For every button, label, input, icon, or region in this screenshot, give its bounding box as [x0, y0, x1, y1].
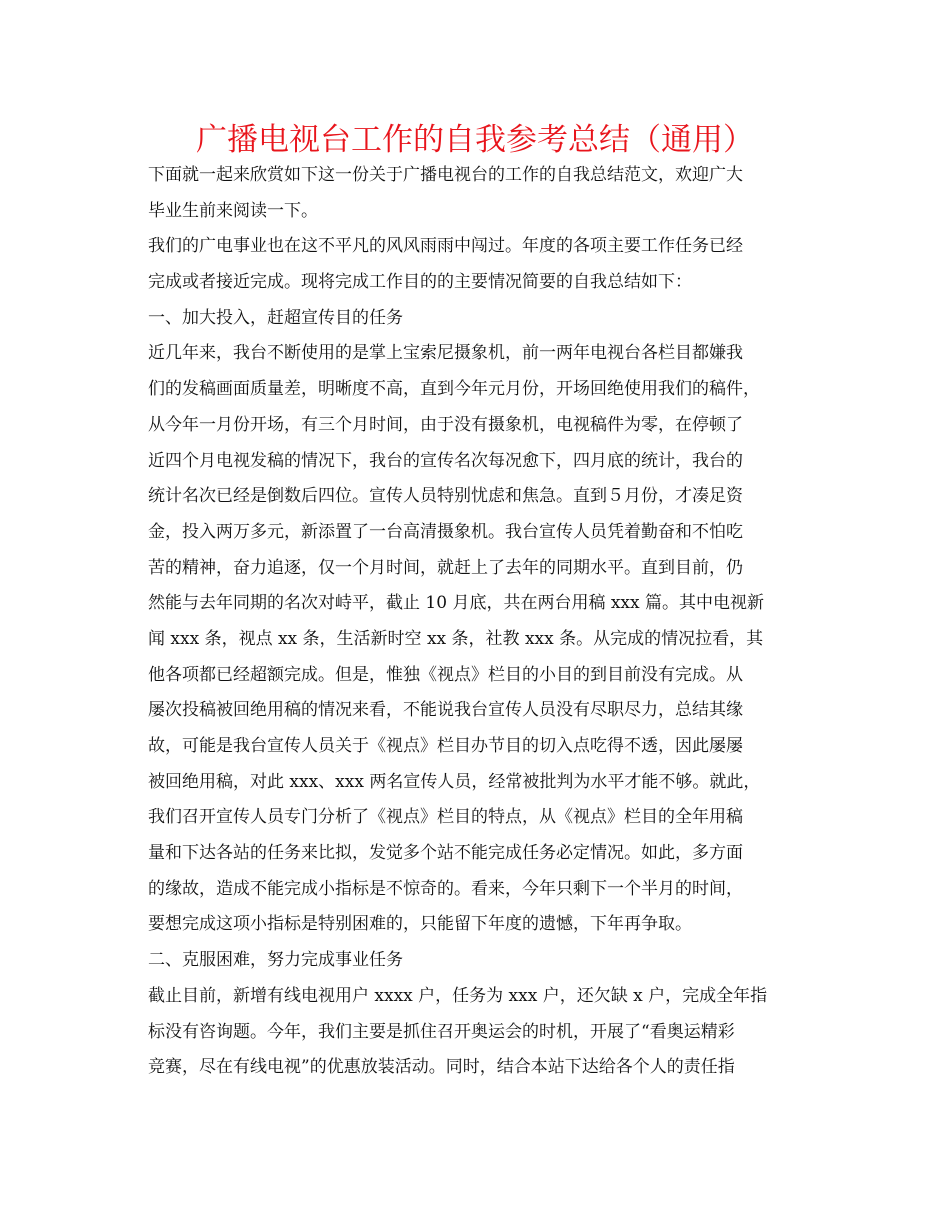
- text-line: 金，投入两万多元，新添置了一台高清摄象机。我台宣传人员凭着勤奋和不怕吃: [148, 521, 743, 542]
- text-line: 故，可能是我台宣传人员关于《视点》栏目办节目的切入点吃得不透，因此屡屡: [148, 736, 743, 756]
- text-line: 我们召开宣传人员专门分析了《视点》栏目的特点，从《视点》栏目的全年用稿: [148, 807, 743, 828]
- text-line: 的缘故，造成不能完成小指标是不惊奇的。看来，今年只剩下一个半月的时间，: [148, 878, 743, 899]
- section-heading: 一、加大投入，赶超宣传目的任务: [148, 307, 403, 328]
- text-line: 截止目前，新增有线电视用户 xxxx 户，任务为 xxx 户，还欠缺 x 户，完成全年指: [148, 985, 768, 1006]
- text-line: 们的发稿画面质量差，明晰度不高，直到今年元月份，开场回绝使用我们的稿件，: [148, 379, 760, 400]
- text-line: 完成或者接近完成。现将完成工作目的的主要情况简要的自我总结如下：: [148, 272, 692, 293]
- text-line: 毕业生前来阅读一下。: [148, 200, 318, 221]
- text-line: 被回绝用稿，对此 xxx、xxx 两名宣传人员，经常被批判为水平才能不够。就此，: [148, 771, 761, 792]
- text-line: 统计名次已经是倒数后四位。宣传人员特别忧虑和焦急。直到５月份，才凑足资: [148, 486, 743, 507]
- text-line: 闻 xxx 条，视点 xx 条，生活新时空 xx 条，社教 xxx 条。从完成的情况拉看，其: [148, 628, 764, 649]
- text-line: 我们的广电事业也在这不平凡的风风雨雨中闯过。年度的各项主要工作任务已经: [148, 236, 743, 257]
- text-line: 他各项都已经超额完成。但是，惟独《视点》栏目的小目的到目前没有完成。从: [148, 664, 743, 685]
- section-heading: 二、克服困难，努力完成事业任务: [148, 950, 403, 971]
- text-line: 苦的精神，奋力追逐，仅一个月时间，就赶上了去年的同期水平。直到目前，仍: [148, 557, 743, 578]
- text-line: 标没有咨询题。今年，我们主要是抓住召开奥运会的时机，开展了“看奥运精彩: [148, 1021, 735, 1042]
- text-line: 屡次投稿被回绝用稿的情况来看，不能说我台宣传人员没有尽职尽力，总结其缘: [148, 700, 743, 721]
- text-line: 近四个月电视发稿的情况下，我台的宣传名次每况愈下，四月底的统计，我台的: [148, 450, 743, 471]
- document-title: 广播电视台工作的自我参考总结（通用）: [196, 122, 754, 158]
- text-line: 然能与去年同期的名次对峙平，截止 10 月底，共在两台用稿 xxx 篇。其中电视新: [148, 593, 765, 614]
- text-line: 竞赛，尽在有线电视”的优惠放装活动。同时，结合本站下达给各个人的责任指: [148, 1057, 735, 1078]
- text-line: 量和下达各站的任务来比拟，发觉多个站不能完成任务必定情况。如此，多方面: [148, 843, 743, 864]
- text-line: 下面就一起来欣赏如下这一份关于广播电视台的工作的自我总结范文，欢迎广大: [148, 165, 743, 185]
- document-body: [148, 158, 808, 1086]
- text-line: 近几年来，我台不断使用的是掌上宝索尼摄象机，前一两年电视台各栏目都嫌我: [148, 343, 743, 364]
- text-line: 从今年一月份开场，有三个月时间，由于没有摄象机，电视稿件为零，在停顿了: [148, 414, 743, 435]
- text-line: 要想完成这项小指标是特别困难的，只能留下年度的遗憾，下年再争取。: [148, 914, 692, 935]
